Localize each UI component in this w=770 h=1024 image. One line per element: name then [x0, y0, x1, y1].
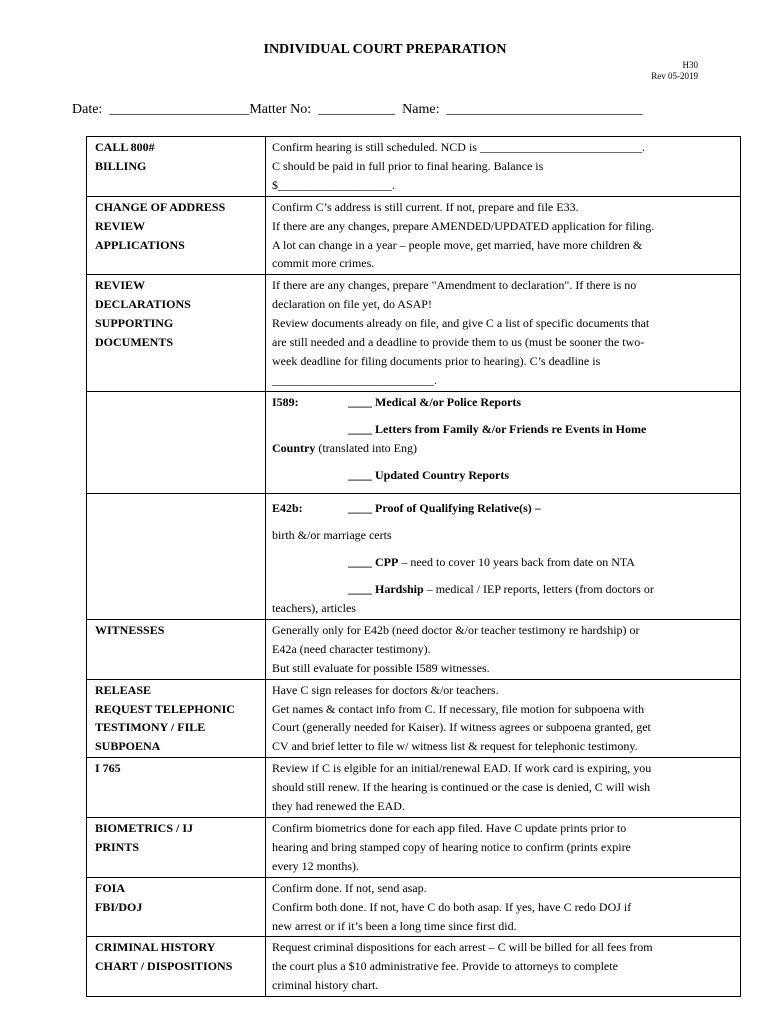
form-code-block [651, 60, 698, 82]
label-review: REVIEW [95, 278, 146, 293]
form-code: H30 [682, 60, 698, 70]
description-line: they had renewed the EAD. [272, 799, 405, 814]
row-label [87, 619, 266, 679]
label-foia: FOIA [95, 880, 125, 895]
description-line: ___________________________. [272, 372, 437, 387]
table-row [87, 818, 741, 878]
description-line: criminal history chart. [272, 978, 379, 993]
table-row [87, 877, 741, 937]
row-description [266, 937, 741, 997]
checklist-item[interactable]: ____ Medical &/or Police Reports [348, 394, 522, 409]
matter-label: Matter No: [249, 102, 312, 117]
name-label: Name: [402, 102, 440, 117]
i589-checklist [266, 391, 741, 494]
label-declarations: DECLARATIONS [95, 297, 191, 312]
label-applications: APPLICATIONS [95, 237, 185, 252]
description-line: declaration on file yet, do ASAP! [272, 297, 432, 312]
label-review: REVIEW [95, 218, 146, 233]
description-line: Confirm biometrics done for each app filed. Have C update prints prior to [272, 821, 627, 835]
description-line: Review if C is elgible for an initial/renewal EAD. If work card is expiring, you [272, 761, 652, 776]
revision-date: Rev 05-2019 [651, 71, 698, 81]
description-line: Court (generally needed for Kaiser). If witness agrees or subpoena granted, get [272, 720, 651, 735]
label-supporting: SUPPORTING [95, 316, 174, 331]
checklist-item[interactable]: ____ Proof of Qualifying Relative(s) – [348, 501, 541, 516]
i589-label: I589: [272, 394, 299, 409]
checklist-blank[interactable]: ____ [348, 555, 375, 570]
description-line: $___________________. [272, 177, 395, 192]
checklist-item-cont-bold: Country [272, 440, 316, 455]
row-label [87, 937, 266, 997]
description-line: commit more crimes. [272, 256, 375, 271]
row-label [87, 275, 266, 391]
row-description [266, 818, 741, 878]
description-line: hearing and bring stamped copy of hearing notice to confirm (prints expire [272, 839, 631, 854]
row-label [87, 137, 266, 197]
label-testimony-file: TESTIMONY / FILE [95, 720, 206, 735]
label-subpoena: SUBPOENA [95, 739, 161, 754]
checklist-item[interactable]: ____ Letters from Family &/or Friends re Events in Home [348, 421, 647, 436]
description-line: the court plus a $10 administrative fee. Provide to attorneys to complete [272, 959, 618, 974]
e42b-checklist [266, 494, 741, 620]
row-label [87, 758, 266, 818]
preparation-table [86, 136, 741, 997]
checklist-item-rest: – need to cover 10 years back from date on NTA [398, 555, 635, 570]
label-billing: BILLING [95, 158, 147, 173]
description-line: CV and brief letter to file w/ witness list & request for telephonic testimony. [272, 739, 638, 754]
row-label [87, 818, 266, 878]
description-line: Confirm C’s address is still current. If not, prepare and file E33. [272, 199, 579, 214]
row-description [266, 877, 741, 937]
label-documents: DOCUMENTS [95, 335, 174, 350]
row-description [266, 679, 741, 758]
description-line: Get names & contact info from C. If necessary, file motion for subpoena with [272, 701, 645, 716]
table-row [87, 679, 741, 758]
description-line: Have C sign releases for doctors &/or teachers. [272, 682, 499, 697]
description-line: week deadline for filing documents prior to hearing). C’s deadline is [272, 353, 601, 368]
row-description [266, 275, 741, 391]
table-row [87, 275, 741, 391]
description-line: should still renew. If the hearing is continued or the case is denied, C will wish [272, 780, 651, 795]
checklist-item-rest: – medical / IEP reports, letters (from doctors or [423, 582, 654, 597]
table-row [87, 137, 741, 197]
label-change-of-address: CHANGE OF ADDRESS [95, 199, 226, 214]
checklist-item-bold: CPP [375, 555, 399, 570]
row-description [266, 196, 741, 275]
label-call: CALL 800# [95, 140, 155, 154]
label-chart-dispositions: CHART / DISPOSITIONS [95, 959, 233, 974]
label-prints: PRINTS [95, 839, 140, 854]
description-line: C should be paid in full prior to final hearing. Balance is [272, 158, 544, 173]
table-row [87, 758, 741, 818]
row-label [87, 196, 266, 275]
description-line: new arrest or if it’s been a long time since first did. [272, 918, 517, 933]
checklist-item[interactable]: ____ Updated Country Reports [348, 467, 510, 482]
description-line: Review documents already on file, and give C a list of specific documents that [272, 316, 650, 331]
name-field[interactable]: ____________________________ [446, 102, 643, 117]
date-field[interactable]: ____________________ [109, 102, 250, 117]
description-line: Confirm hearing is still scheduled. NCD is ___________________________. [272, 140, 645, 154]
date-label: Date: [72, 102, 103, 117]
row-description [266, 758, 741, 818]
table-row [87, 494, 741, 620]
row-label [87, 679, 266, 758]
description-line: Generally only for E42b (need doctor &/or teacher testimony re hardship) or [272, 622, 640, 637]
description-line: If there are any changes, prepare AMENDED/UPDATED application for filing. [272, 218, 655, 233]
table-row [87, 196, 741, 275]
description-line: E42a (need character testimony). [272, 641, 431, 656]
e42b-label: E42b: [272, 501, 303, 516]
description-line: Confirm both done. If not, have C do both asap. If yes, have C redo DOJ if [272, 899, 632, 914]
label-i765: I 765 [95, 761, 121, 776]
description-line: Request criminal dispositions for each arrest – C will be billed for all fees from [272, 940, 653, 955]
label-fbi-doj: FBI/DOJ [95, 899, 143, 914]
checklist-item-cont: teachers), articles [272, 601, 356, 616]
label-witnesses: WITNESSES [95, 622, 165, 637]
row-description [266, 619, 741, 679]
checklist-blank[interactable]: ____ [348, 582, 375, 597]
table-row [87, 619, 741, 679]
description-line: But still evaluate for possible I589 witnesses. [272, 660, 490, 675]
label-release: RELEASE [95, 682, 152, 697]
header-fields [72, 102, 642, 118]
description-line: are still needed and a deadline to provide them to us (must be sooner the two- [272, 335, 645, 350]
table-row [87, 937, 741, 997]
label-biometrics: BIOMETRICS / IJ [95, 821, 194, 835]
label-request-telephonic: REQUEST TELEPHONIC [95, 701, 235, 716]
table-row [87, 391, 741, 494]
row-description [266, 137, 741, 197]
checklist-item-cont: (translated into Eng) [315, 440, 417, 455]
row-label [87, 494, 266, 620]
checklist-item-bold: Hardship [375, 582, 424, 597]
checklist-item-cont: birth &/or marriage certs [272, 528, 392, 543]
description-line: every 12 months). [272, 858, 359, 873]
description-line: If there are any changes, prepare "Amendment to declaration". If there is no [272, 278, 637, 293]
description-line: A lot can change in a year – people move, get married, have more children & [272, 237, 643, 252]
row-label [87, 877, 266, 937]
matter-field[interactable]: ___________ [318, 102, 396, 117]
label-criminal-history: CRIMINAL HISTORY [95, 940, 216, 955]
document-title: INDIVIDUAL COURT PREPARATION [263, 42, 507, 57]
row-label [87, 391, 266, 494]
description-line: Confirm done. If not, send asap. [272, 880, 427, 895]
